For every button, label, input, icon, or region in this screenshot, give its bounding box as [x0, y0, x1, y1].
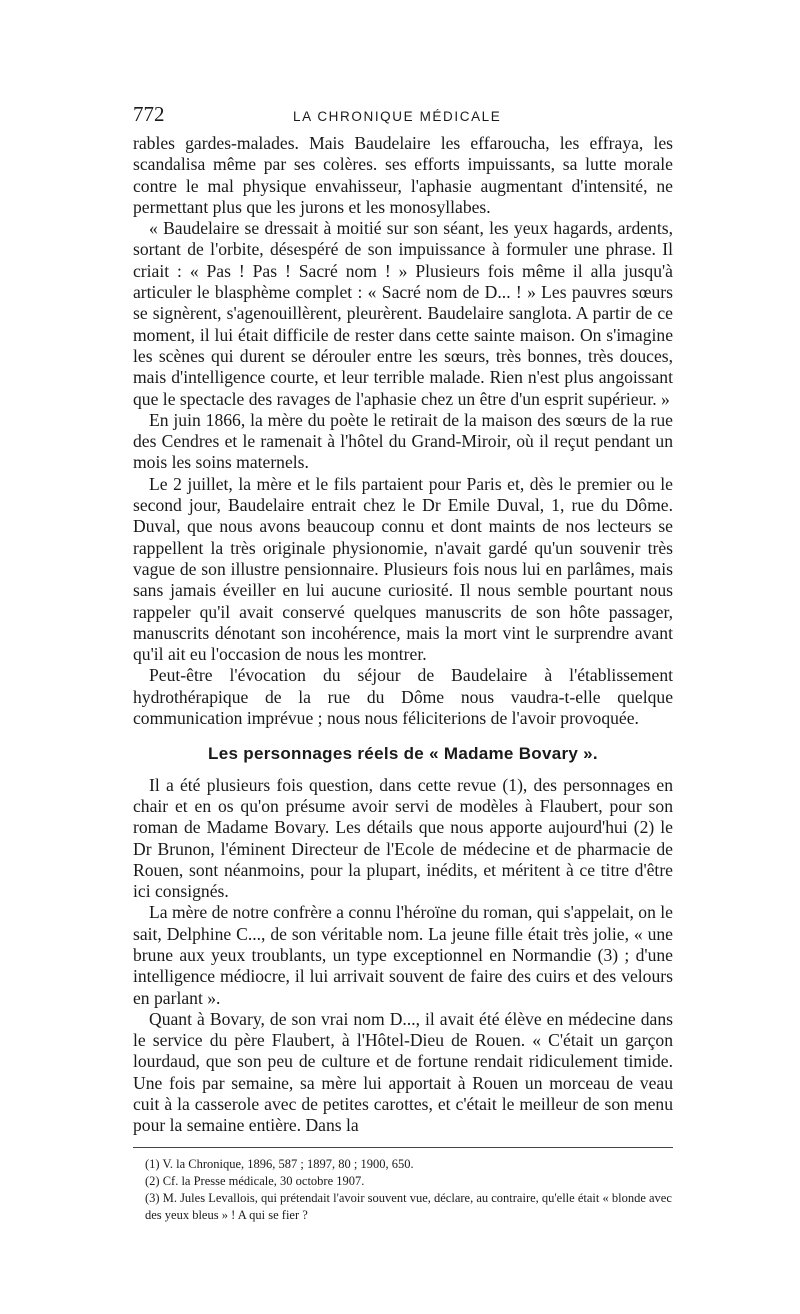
paragraph: rables gardes-malades. Mais Baudelaire les effarouchа, les effraya, les scandalisa même par ses colères. ses efforts impuissants, sa lutte morale contre le mal physique envahisseur, l'aphasie augmentant d'intensité, ne permettant plus que les jurons et les monosyllabes.: [133, 133, 673, 217]
paragraph: En juin 1866, la mère du poète le retirait de la maison des sœurs de la rue des Cendres et le ramenait à l'hôtel du Grand-Miroir, où il reçut pendant un mois les soins maternels.: [133, 409, 673, 473]
section-heading: Les personnages réels de « Madame Bovary ».: [208, 744, 598, 764]
running-head: LA CHRONIQUE MÉDICALE: [293, 109, 502, 124]
footnote: (3) M. Jules Levallois, qui prétendait l'avoir souvent vue, déclare, au contraire, qu'elle était « blonde avec des yeux bleus » ! A qui se fier ?: [145, 1190, 672, 1222]
footnotes: [133, 1147, 673, 1224]
footnote: (1) V. la Chronique, 1896, 587 ; 1897, 80 ; 1900, 650.: [145, 1156, 414, 1171]
paragraph: Le 2 juillet, la mère et le fils partaient pour Paris et, dès le premier ou le second jour, Baudelaire entrait chez le Dr Emile Duval, 1, rue du Dôme. Duval, que nous avons beaucoup connu et dont maints de nos lecteurs se rappellent la très originale physionomie, n'avait gardé qu'un souvenir très vague de son illustre pensionnaire. Plusieurs fois nous lui en parlâmes, mais sans jamais éveiller en lui aucune curiosité. Il nous semble pourtant nous rappeler qu'il avait conservé quelques manuscrits de son hôte passager, manuscrits dénotant son incohérence, mais la mort vint le surprendre avant qu'il ait eu l'occasion de nous les montrer.: [133, 473, 673, 665]
paragraph: « Baudelaire se dressait à moitié sur son séant, les yeux hagards, ardents, sortant de l'orbite, désespéré de son impuissance à formuler une phrase. Il criait : « Pas ! Pas ! Sacré nom ! » Plusieurs fois même il alla jusqu'à articuler le blasphème complet : « Sacré nom de D... ! » Les pauvres sœurs se signèrent, s'agenouillèrent, pleurèrent. Baudelaire sanglota. A partir de ce moment, il lui était difficile de rester dans cette sainte maison. On s'imagine les scènes qui durent se dérouler entre les sœurs, très bonnes, très douces, mais d'intelligence courte, et leur terrible malade. Rien n'est plus angoissant que le spectacle des ravages de l'aphasie chez un être d'un esprit supérieur. »: [133, 218, 673, 409]
paragraph: Peut-être l'évocation du séjour de Baudelaire à l'établissement hydrothérapique de la rue du Dôme nous vaudra-t-elle quelque communication imprévue ; nous nous féliciterions de l'avoir provoquée.: [133, 665, 673, 729]
paragraph: Il a été plusieurs fois question, dans cette revue (1), des personnages en chair et en os qu'on présume avoir servi de modèles à Flaubert, pour son roman de Madame Bovary. Les détails que nous apporte aujourd'hui (2) le Dr Brunon, l'éminent Directeur de l'Ecole de médecine et de pharmacie de Rouen, sont néanmoins, pour la plupart, inédits, et méritent à ce titre d'être ici consignés.: [133, 774, 673, 902]
text-column: [133, 102, 673, 1224]
paragraph: Quant à Bovary, de son vrai nom D..., il avait été élève en médecine dans le service du père Flaubert, à l'Hôtel-Dieu de Rouen. « C'était un garçon lourdaud, que son peu de culture et de fortune rendait ridiculement timide. Une fois par semaine, sa mère lui apportait à Rouen un morceau de veau cuit à la casserole avec de petites carottes, et c'était le meilleur de son menu pour la semaine entière. Dans la: [133, 1008, 673, 1136]
footnote: (2) Cf. la Presse médicale, 30 octobre 1907.: [145, 1173, 365, 1188]
page-number: 772: [133, 102, 165, 126]
page-header: [133, 102, 673, 130]
paragraph: La mère de notre confrère a connu l'héroïne du roman, qui s'appelait, on le sait, Delphine C..., de son véritable nom. La jeune fille était très jolie, « une brune aux yeux troublants, un type exceptionnel en Normandie (3) ; d'une intelligence médiocre, il lui arrivait souvent de faire des cuirs et des velours en parlant ».: [133, 902, 673, 1008]
article-body: [133, 133, 673, 1137]
